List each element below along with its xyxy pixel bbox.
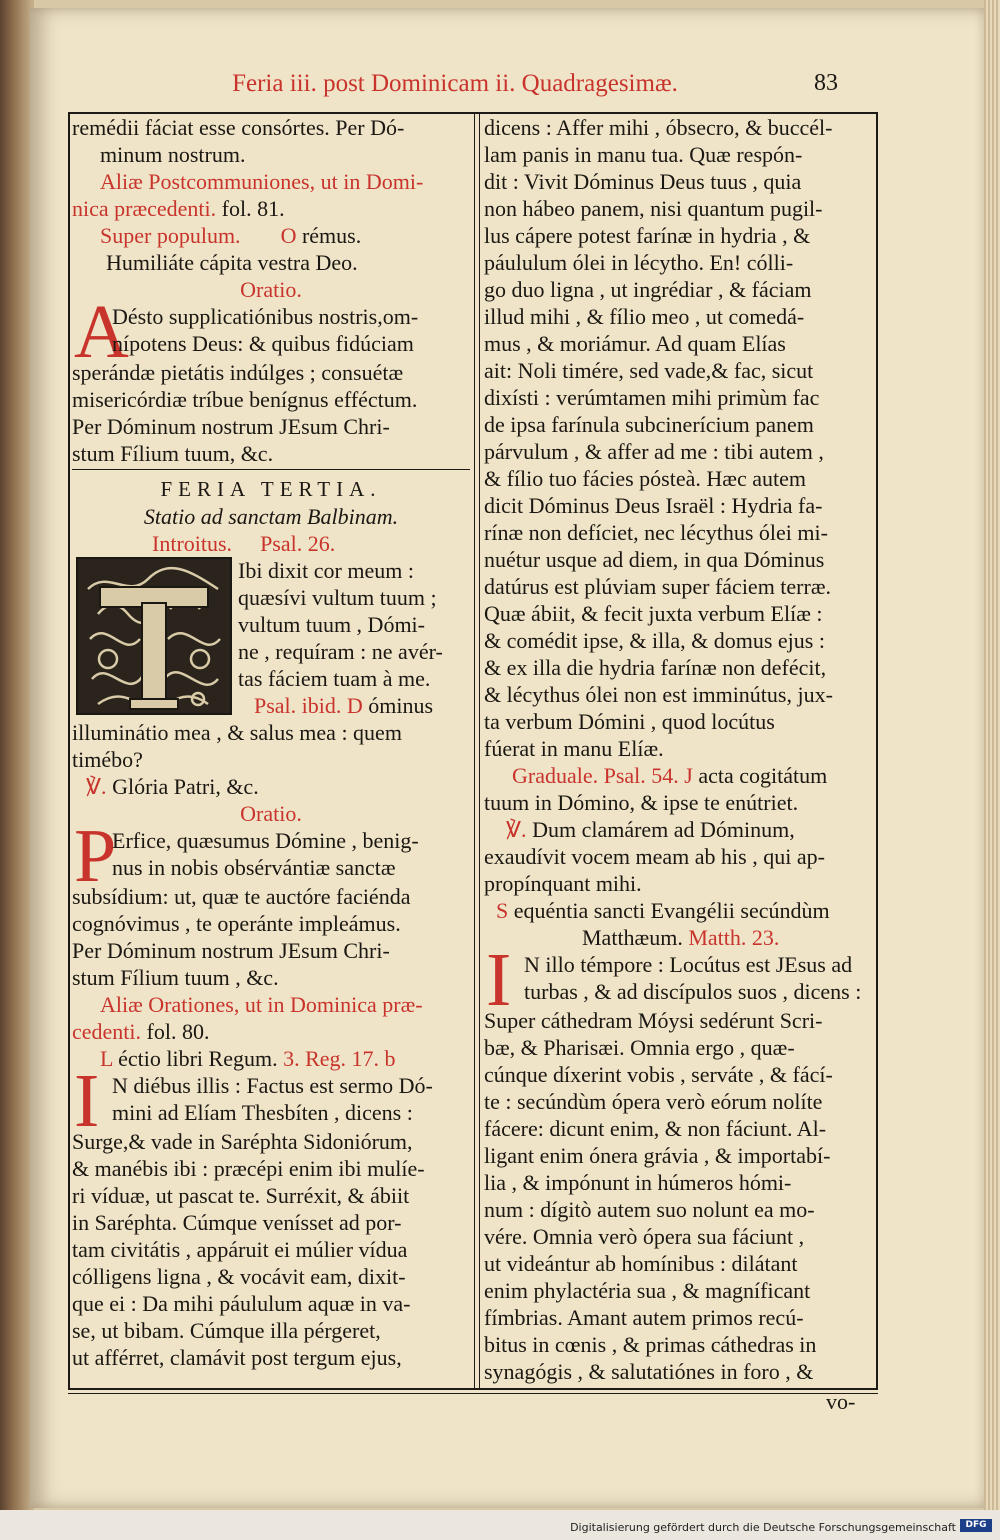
text-line: misericórdiæ tríbue benígnus efféctum.	[72, 387, 418, 412]
text-line: & manébis ibi : præcépi enim ibi mulíe-	[72, 1156, 425, 1181]
text-line: enim phylactéria sua , & magníficant	[484, 1278, 811, 1303]
text-line: lus cápere potest farínæ in hydria , &	[484, 223, 811, 248]
rubric-line	[72, 195, 470, 222]
text-line: dicit Dóminus Deus Israël : Hydria fa-	[484, 493, 823, 518]
text-line: subsídium: ut, quæ te auctóre faciénda	[72, 884, 411, 909]
rubric-line: Aliæ Orationes, ut in Dominica præ-	[100, 992, 423, 1017]
frame-bottom-rule	[68, 1393, 878, 1394]
text-span: acta cogitátum	[692, 763, 828, 788]
rubric-line	[72, 1018, 470, 1045]
text-line: & lécythus ólei non est imminútus, jux-	[484, 682, 833, 707]
text-line: cólligens ligna , & vocávit eam, dixit-	[72, 1264, 406, 1289]
rubric-text: nica præcedenti.	[72, 196, 217, 221]
text-line: Erfice, quæsumus Dómine , benig-	[112, 828, 419, 853]
gospel-heading	[484, 897, 880, 924]
text-line: fácere: dicunt enim, & non fáciunt. Al-	[484, 1116, 827, 1141]
text-span: equéntia sancti Evangélii secúndùm	[508, 898, 830, 923]
text-line: te : secúndùm ópera verò eórum nolíte	[484, 1089, 823, 1114]
text-line: ri víduæ, ut pascat te. Surréxit, & ábiit	[72, 1183, 410, 1208]
rubric-initial: S	[496, 898, 509, 923]
text-line: N diébus illis : Factus est sermo Dó-	[112, 1073, 433, 1098]
rubric-line	[484, 762, 880, 789]
rubric-line: Aliæ Postcommuniones, ut in Domi-	[100, 169, 424, 194]
text-line: & ex illa die hydria farínæ non defécit,	[484, 655, 827, 680]
text-line: fímbrias. Amant autem primos recú-	[484, 1305, 804, 1330]
page-number: 83	[814, 70, 838, 96]
digitization-credit: Digitalisierung gefördert durch die Deutsche Forschungsgemeinschaft	[570, 1521, 956, 1534]
text-line: mus , & moriámur. Ad quam Elías	[484, 331, 786, 356]
dfg-logo: DFG	[960, 1519, 992, 1532]
drop-capital: A	[74, 290, 129, 374]
text-line: bæ, & Pharisæi. Omnia ergo , quæ-	[484, 1035, 795, 1060]
text-line: lam panis in manu tua. Quæ respón-	[484, 142, 803, 167]
text-line: illuminátio mea , & salus mea : quem	[72, 720, 402, 745]
text-line: ta verbum Dómini , quod locútus	[484, 709, 775, 734]
text-line: vultum tuum , Dómi-	[238, 612, 425, 637]
text-line: cognóvimus , te operánte impleámus.	[72, 911, 401, 936]
text-line: Désto supplicatiónibus nostris,om-	[112, 304, 419, 329]
text-span: óminus	[362, 693, 434, 718]
gospel-block	[484, 938, 880, 1385]
rubric-line	[72, 530, 470, 557]
text-span: Dum clamárem ad Dóminum,	[526, 817, 795, 842]
running-title: Feria iii. post Dominicam ii. Quadragesimæ.	[232, 70, 678, 97]
text-line: párvulum , & affer ad me : tibi autem ,	[484, 439, 824, 464]
text-line: N illo témpore : Locútus est JEsus ad	[524, 952, 853, 977]
text-line: & comédit ipse, & illa, & domus ejus :	[484, 628, 825, 653]
oration-block	[72, 290, 470, 467]
text-line: mini ad Elíam Thesbíten , dicens :	[112, 1100, 413, 1125]
text-line: dixísti : verúmtamen mihi primùm fac	[484, 385, 820, 410]
gospel-heading	[484, 924, 880, 951]
text-line: Per Dóminum nostrum JEsum Chri-	[72, 414, 390, 439]
text-line: nuétur usque ad diem, in qua Dóminus	[484, 547, 825, 572]
text-line: de ipsa farínula subcinerícium panem	[484, 412, 814, 437]
rubric-line	[72, 222, 470, 249]
drop-capital: P	[74, 814, 117, 898]
rubric-text: 3. Reg. 17. b	[277, 1046, 396, 1071]
text-line: tas fáciem tuam à me.	[238, 666, 431, 691]
text-line: ait: Noli timére, sed vade,& fac, sicut	[484, 358, 814, 383]
lesson-block	[72, 1059, 470, 1371]
text-line: Surge,& vade in Saréphta Sidoniórum,	[72, 1129, 413, 1154]
rubric-text: cedenti.	[72, 1019, 142, 1044]
text-line: Humiliáte cápita vestra Deo.	[106, 250, 358, 275]
text-span: fol. 80.	[141, 1019, 210, 1044]
rubric-text: Introitus.	[152, 531, 233, 556]
text-line: stum Fílium tuum, &c.	[72, 441, 274, 466]
rubric-text: Matth. 23.	[682, 925, 780, 950]
rubric-initial: L	[100, 1046, 113, 1071]
statio-line: Statio ad sanctam Balbinam.	[143, 504, 399, 529]
drop-capital: I	[74, 1059, 100, 1143]
text-line: rínæ non defíciet, nec lécythus ólei mi-	[484, 520, 828, 545]
text-line: propínquant mihi.	[484, 871, 642, 896]
text-line: ut videántur ab homínibus : dilátant	[484, 1251, 798, 1276]
text-line: nus in nobis obsérvántiæ sanctæ	[112, 855, 396, 880]
text-line: Per Dóminum nostrum JEsum Chri-	[72, 938, 390, 963]
text-line: nípotens Deus: & quibus fidúciam	[112, 331, 414, 356]
text-line: exaudívit vocem meam ab his , qui ap-	[484, 844, 825, 869]
text-span: éctio libri Regum.	[112, 1046, 278, 1071]
section-heading: Oratio.	[240, 277, 302, 302]
text-line: turbas , & ad discípulos suos , dicens :	[524, 979, 862, 1004]
text-line: tuum in Dómino, & ipse te enútriet.	[484, 790, 799, 815]
right-column	[484, 114, 880, 1385]
lesson-heading	[72, 1045, 470, 1072]
text-line: remédii fáciat esse consórtes. Per Dó-	[72, 115, 405, 140]
page-edge	[984, 0, 1000, 1510]
text-line: datúrus est plúviam super fáciem terræ.	[484, 574, 832, 599]
text-line: que ei : Da mihi páululum aquæ in va-	[72, 1291, 411, 1316]
versicle-mark: ℣.	[86, 774, 107, 799]
text-span: Glória Patri, &c.	[106, 774, 259, 799]
text-line: go duo ligna , ut ingrédiar , & fáciam	[484, 277, 812, 302]
text-line: sperándæ pietátis indúlges ; consuétæ	[72, 360, 404, 385]
text-line: stum Fílium tuum , &c.	[72, 965, 279, 990]
text-line: cúnque díxerint vobis , serváte , & fácí-	[484, 1062, 833, 1087]
text-line: in Saréphta. Cúmque venísset ad por-	[72, 1210, 402, 1235]
text-span: rémus.	[296, 223, 362, 248]
text-line: illud mihi , & fílio meo , ut comedá-	[484, 304, 805, 329]
drop-capital: I	[486, 938, 512, 1022]
text-line: páululum ólei in lécytho. En! cólli-	[484, 250, 794, 275]
woodcut-initial-t	[76, 557, 232, 715]
text-line: Quæ ábiit, & fecit juxta verbum Elíæ :	[484, 601, 823, 626]
feria-heading: FERIA TERTIA.	[160, 477, 382, 501]
oration-block	[72, 814, 470, 991]
text-line: Super cáthedram Móysi sedérunt Scri-	[484, 1008, 823, 1033]
text-line: minum nostrum.	[100, 142, 246, 167]
text-line: lia , & impónunt in húmeros hómi-	[484, 1170, 792, 1195]
text-span: fol. 81.	[216, 196, 285, 221]
text-line: timébo?	[72, 747, 143, 772]
catchword: vo-	[826, 1389, 856, 1414]
text-line: tam civitátis , appáruit ei múlier vídua	[72, 1237, 408, 1262]
text-span: Matthæum.	[582, 925, 683, 950]
text-line: quæsívi vultum tuum ;	[238, 585, 437, 610]
text-line: non hábeo panem, nisi quantum pugil-	[484, 196, 823, 221]
versicle-mark: ℣.	[506, 817, 527, 842]
text-line: ne , requíram : ne avér-	[238, 639, 443, 664]
versicle-line	[72, 773, 470, 800]
book-binding	[0, 0, 34, 1540]
text-line: se, ut bibam. Cúmque illa pérgeret,	[72, 1318, 381, 1343]
text-line: dit : Vivit Dóminus Deus tuus , quia	[484, 169, 802, 194]
text-line: bitus in cœnis , & primas cáthedras in	[484, 1332, 817, 1357]
left-column	[72, 114, 470, 1371]
section-rule	[72, 469, 470, 470]
text-line: ut afférret, clamávit post tergum ejus,	[72, 1345, 402, 1370]
text-line: & fílio tuo fácies pósteà. Hæc autem	[484, 466, 806, 491]
text-line: ligant enim ónera grávia , & importabí-	[484, 1143, 831, 1168]
rubric-text: Graduale. Psal. 54. J	[512, 763, 693, 788]
introit-block	[72, 557, 470, 719]
text-line: Ibi dixit cor meum :	[238, 558, 414, 583]
rubric-text: Psal. 26.	[260, 531, 336, 556]
text-line: vére. Omnia verò ópera sua fáciunt ,	[484, 1224, 805, 1249]
text-line: num : dígitò autem suo nolunt ea mo-	[484, 1197, 815, 1222]
section-heading: Oratio.	[240, 801, 302, 826]
rubric-text: Psal. ibid. D	[254, 693, 363, 718]
rubric-text: Super populum.	[100, 223, 241, 248]
text-line: synagógis , & salutatiónes in foro , &	[484, 1359, 814, 1384]
column-divider	[474, 114, 480, 1388]
text-line: dicens : Affer mihi , óbsecro, & buccél-	[484, 115, 833, 140]
rubric-line	[238, 692, 470, 719]
versicle-line	[484, 816, 880, 843]
rubric-initial: O	[280, 223, 297, 248]
text-line: fúerat in manu Elíæ.	[484, 736, 664, 761]
